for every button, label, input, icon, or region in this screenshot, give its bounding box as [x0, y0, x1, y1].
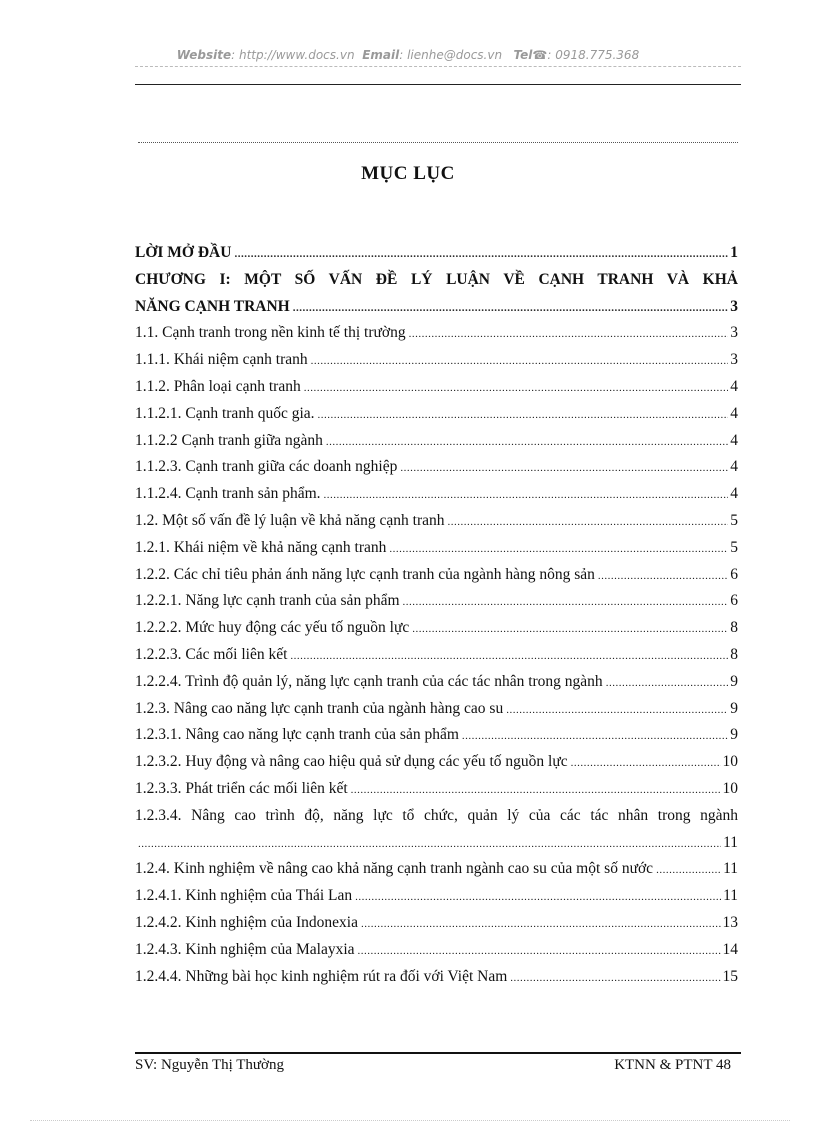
toc-entry-page: 4 [730, 485, 738, 503]
toc-dot-leader [571, 750, 721, 777]
toc-entry [135, 749, 738, 776]
footer-class-page: KTNN & PTNT 48 [614, 1057, 731, 1073]
toc-entry-page: 11 [723, 887, 738, 905]
header-divider-dotted [138, 142, 738, 143]
toc-entry-page: 5 [730, 538, 738, 556]
toc-entry-page: 1 [730, 244, 738, 261]
toc-entry-page: 14 [722, 940, 738, 958]
toc-dot-leader [389, 536, 728, 563]
toc-entry-page: 11 [723, 833, 738, 851]
toc-entry-title: 1.2.4. Kinh nghiệm về nâng cao khả năng cạnh tranh ngành cao su của một số nước [135, 860, 654, 878]
toc-entry [135, 240, 738, 267]
toc-entry-title: 1.2.3.4. Nâng cao trình độ, năng lực tổ chức, quản lý của các tác nhân trong ngành [135, 806, 738, 824]
toc-entry [135, 856, 738, 883]
toc-dot-leader [462, 723, 728, 750]
toc-entry-title: 1.2. Một số vấn đề lý luận về khả năng cạnh tranh [135, 511, 445, 529]
toc-entry-title: 1.2.3.2. Huy động và nâng cao hiệu quả sử dụng các yếu tố nguồn lực [135, 753, 568, 771]
toc-dot-leader [138, 831, 721, 858]
toc-entry-title: 1.1.2.3. Cạnh tranh giữa các doanh nghiệp [135, 458, 398, 476]
toc-entry-title: 1.1.2.1. Cạnh tranh quốc gia. [135, 404, 315, 422]
toc-entry [135, 481, 738, 508]
toc-dot-leader [326, 429, 728, 456]
toc-entry-page: 13 [722, 913, 738, 931]
toc-entry-title: 1.2.2.4. Trình độ quản lý, năng lực cạnh tranh của các tác nhân trong ngành [135, 672, 603, 690]
toc-entry [135, 830, 738, 857]
header-divider-dashed [135, 66, 741, 67]
toc-entry-title: 1.1.1. Khái niệm cạnh tranh [135, 351, 308, 369]
toc-dot-leader [234, 241, 728, 268]
toc-entry [135, 588, 738, 615]
toc-entry-title: 1.2.4.3. Kinh nghiệm của Malayxia [135, 940, 355, 958]
toc-entry-page: 15 [722, 967, 738, 985]
table-of-contents [135, 240, 738, 990]
toc-entry-page: 5 [730, 511, 738, 529]
toc-entry-title: 1.2.1. Khái niệm về khả năng cạnh tranh [135, 538, 387, 556]
toc-entry-page: 6 [730, 592, 738, 610]
toc-entry-title: 1.2.2.3. Các mối liên kết [135, 645, 288, 663]
footer-student-name: SV: Nguyễn Thị Thường [135, 1057, 284, 1073]
toc-entry-page: 6 [730, 565, 738, 583]
toc-dot-leader [290, 643, 728, 670]
toc-entry-page: 4 [730, 431, 738, 449]
toc-entry [135, 722, 738, 749]
toc-entry-title: LỜI MỞ ĐẦU [135, 244, 232, 261]
toc-dot-leader [506, 697, 728, 724]
toc-entry [135, 294, 738, 321]
toc-dot-leader [656, 857, 721, 884]
toc-dot-leader [318, 402, 729, 429]
toc-entry [135, 267, 738, 294]
toc-entry-title: 1.1.2.2 Cạnh tranh giữa ngành [135, 431, 323, 449]
footer-divider [135, 1052, 741, 1054]
toc-entry-page: 4 [730, 458, 738, 476]
toc-entry-title: 1.2.2.1. Năng lực cạnh tranh của sản phẩm [135, 592, 400, 610]
toc-dot-leader [412, 616, 728, 643]
toc-entry-title: 1.2.3.1. Nâng cao năng lực cạnh tranh của sản phẩm [135, 726, 459, 744]
page-title: MỤC LỤC [361, 163, 455, 184]
toc-dot-leader [351, 777, 721, 804]
toc-entry [135, 937, 738, 964]
toc-dot-leader [355, 884, 721, 911]
email-text: : lienhe@docs.vn [399, 48, 503, 62]
toc-entry [135, 454, 738, 481]
toc-entry [135, 428, 738, 455]
toc-entry [135, 883, 738, 910]
toc-entry-title: 1.2.3.3. Phát triển các mối liên kết [135, 779, 348, 797]
toc-entry-page: 4 [730, 377, 738, 395]
toc-entry-page: 3 [730, 324, 738, 342]
toc-dot-leader [400, 455, 728, 482]
tel-label: Tel [513, 48, 533, 62]
toc-entry-title: 1.2.4.4. Những bài học kinh nghiệm rút ra đối với Việt Nam [135, 967, 508, 985]
toc-entry-page: 8 [730, 619, 738, 637]
tel-text: ☎: 0918.775.368 [532, 48, 640, 62]
toc-entry [135, 803, 738, 830]
email-label: Email [362, 48, 400, 62]
page-header [0, 48, 816, 62]
toc-entry-page: 3 [730, 351, 738, 369]
toc-entry [135, 642, 738, 669]
toc-entry-page: 8 [730, 645, 738, 663]
toc-entry-page: 3 [730, 297, 738, 315]
toc-entry [135, 320, 738, 347]
toc-entry [135, 669, 738, 696]
header-divider-solid [135, 84, 741, 85]
toc-entry-page: 11 [723, 860, 738, 878]
toc-entry-page: 10 [722, 779, 738, 797]
toc-dot-leader [403, 589, 729, 616]
website-label: Website [176, 48, 232, 62]
toc-entry-page: 10 [722, 753, 738, 771]
website-text: : http://www.docs.vn [231, 48, 355, 62]
toc-entry-title: CHƯƠNG I: MỘT SỐ VẤN ĐỀ LÝ LUẬN VỀ CẠNH TRANH VÀ KHẢ [135, 270, 738, 288]
toc-dot-leader [409, 321, 729, 348]
toc-dot-leader [358, 938, 721, 965]
toc-entry [135, 401, 738, 428]
toc-entry-page: 9 [730, 726, 738, 744]
toc-dot-leader [361, 911, 721, 938]
toc-entry-title: 1.2.4.2. Kinh nghiệm của Indonexia [135, 913, 358, 931]
toc-entry [135, 696, 738, 723]
toc-entry [135, 615, 738, 642]
toc-entry-title: 1.2.4.1. Kinh nghiệm của Thái Lan [135, 887, 353, 905]
page-bottom-edge [30, 1120, 790, 1121]
toc-dot-leader [448, 509, 729, 536]
toc-dot-leader [304, 375, 729, 402]
toc-entry-title: 1.2.2. Các chỉ tiêu phản ánh năng lực cạnh tranh của ngành hàng nông sản [135, 565, 595, 583]
toc-dot-leader [311, 348, 729, 375]
toc-entry-title: 1.1. Cạnh tranh trong nền kinh tế thị trường [135, 324, 406, 342]
toc-dot-leader [324, 482, 729, 509]
toc-entry-title: 1.2.3. Nâng cao năng lực cạnh tranh của ngành hàng cao su [135, 699, 504, 717]
toc-entry [135, 964, 738, 991]
toc-dot-leader [598, 563, 728, 590]
toc-entry-page: 9 [730, 699, 738, 717]
toc-entry-title: 1.2.2.2. Mức huy động các yếu tố nguồn lực [135, 619, 410, 637]
toc-entry [135, 910, 738, 937]
toc-entry-title: 1.1.2.4. Cạnh tranh sản phẩm. [135, 485, 321, 503]
toc-dot-leader [293, 295, 729, 322]
toc-dot-leader [606, 670, 729, 697]
toc-entry-title: NĂNG CẠNH TRANH [135, 297, 290, 315]
toc-entry [135, 535, 738, 562]
toc-entry [135, 508, 738, 535]
toc-entry-title: 1.1.2. Phân loại cạnh tranh [135, 377, 301, 395]
toc-entry-page: 9 [730, 672, 738, 690]
toc-dot-leader [510, 965, 720, 992]
toc-entry-page: 4 [730, 404, 738, 422]
toc-entry [135, 347, 738, 374]
toc-entry [135, 374, 738, 401]
toc-entry [135, 562, 738, 589]
toc-entry [135, 776, 738, 803]
